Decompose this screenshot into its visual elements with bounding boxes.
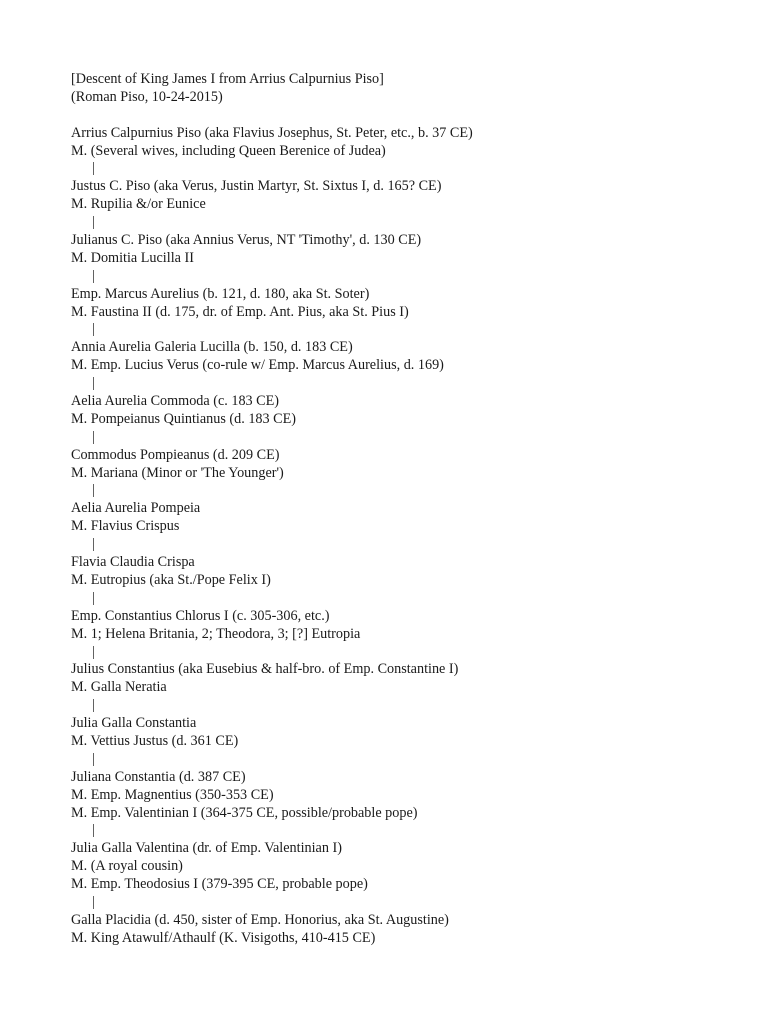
generation-name: Annia Aurelia Galeria Lucilla (b. 150, d. 183 CE): [71, 339, 353, 356]
generation-name: Aelia Aurelia Commoda (c. 183 CE): [71, 393, 280, 410]
marriage-line: M. 1; Helena Britania, 2; Theodora, 3; [?] Eutropia: [71, 625, 361, 642]
generation-name: Galla Placidia (d. 450, sister of Emp. Honorius, aka St. Augustine): [71, 911, 449, 928]
lineage-list: [71, 125, 751, 948]
generation-name: Flavia Claudia Crispa: [71, 554, 195, 571]
marriage-line: M. Rupilia &/or Eunice: [71, 196, 206, 213]
marriage-line: M. (A royal cousin): [71, 858, 183, 875]
descent-connector: |: [92, 536, 95, 553]
document-page: [71, 71, 751, 948]
marriage-line: M. Vettius Justus (d. 361 CE): [71, 732, 239, 749]
marriage-line: M. Emp. Magnentius (350-353 CE): [71, 786, 274, 803]
descent-connector: |: [92, 643, 95, 660]
marriage-line: M. Emp. Lucius Verus (co-rule w/ Emp. Marcus Aurelius, d. 169): [71, 357, 444, 374]
descent-connector: |: [92, 482, 95, 499]
descent-connector: |: [92, 375, 95, 392]
generation-name: Julius Constantius (aka Eusebius & half-bro. of Emp. Constantine I): [71, 661, 459, 678]
generation-name: Arrius Calpurnius Piso (aka Flavius Josephus, St. Peter, etc., b. 37 CE): [71, 124, 473, 141]
generation-name: Justus C. Piso (aka Verus, Justin Martyr, St. Sixtus I, d. 165? CE): [71, 178, 442, 195]
marriage-line: M. Galla Neratia: [71, 679, 167, 696]
marriage-line: M. King Atawulf/Athaulf (K. Visigoths, 410-415 CE): [71, 929, 376, 946]
generation-name: Juliana Constantia (d. 387 CE): [71, 768, 246, 785]
generation-name: Emp. Marcus Aurelius (b. 121, d. 180, aka St. Soter): [71, 285, 370, 302]
descent-connector: |: [92, 697, 95, 714]
document-byline: (Roman Piso, 10-24-2015): [71, 88, 223, 105]
descent-connector: |: [92, 589, 95, 606]
marriage-line: M. Pompeianus Quintianus (d. 183 CE): [71, 410, 297, 427]
marriage-line: M. Flavius Crispus: [71, 518, 180, 535]
marriage-line: M. (Several wives, including Queen Berenice of Judea): [71, 142, 386, 159]
descent-connector: |: [92, 822, 95, 839]
generation-name: Julianus C. Piso (aka Annius Verus, NT 'Timothy', d. 130 CE): [71, 232, 422, 249]
marriage-line: M. Eutropius (aka St./Pope Felix I): [71, 571, 271, 588]
descent-connector: |: [92, 214, 95, 231]
spacer: [71, 107, 751, 125]
descent-connector: |: [92, 321, 95, 338]
descent-connector: |: [92, 893, 95, 910]
marriage-line: M. Emp. Valentinian I (364-375 CE, possible/probable pope): [71, 804, 418, 821]
descent-connector: |: [92, 428, 95, 445]
descent-connector: |: [92, 267, 95, 284]
generation-name: Aelia Aurelia Pompeia: [71, 500, 201, 517]
generation-name: Emp. Constantius Chlorus I (c. 305-306, etc.): [71, 607, 330, 624]
generation-name: Julia Galla Constantia: [71, 715, 197, 732]
document-title: [Descent of King James I from Arrius Calpurnius Piso]: [71, 71, 384, 87]
descent-connector: |: [92, 160, 95, 177]
generation-name: Commodus Pompieanus (d. 209 CE): [71, 446, 280, 463]
marriage-line: M. Emp. Theodosius I (379-395 CE, probable pope): [71, 876, 368, 893]
descent-connector: |: [92, 750, 95, 767]
generation-name: Julia Galla Valentina (dr. of Emp. Valentinian I): [71, 840, 342, 857]
marriage-line: M. Mariana (Minor or 'The Younger'): [71, 464, 284, 481]
marriage-line: M. Domitia Lucilla II: [71, 249, 194, 266]
marriage-line: M. Faustina II (d. 175, dr. of Emp. Ant. Pius, aka St. Pius I): [71, 303, 409, 320]
